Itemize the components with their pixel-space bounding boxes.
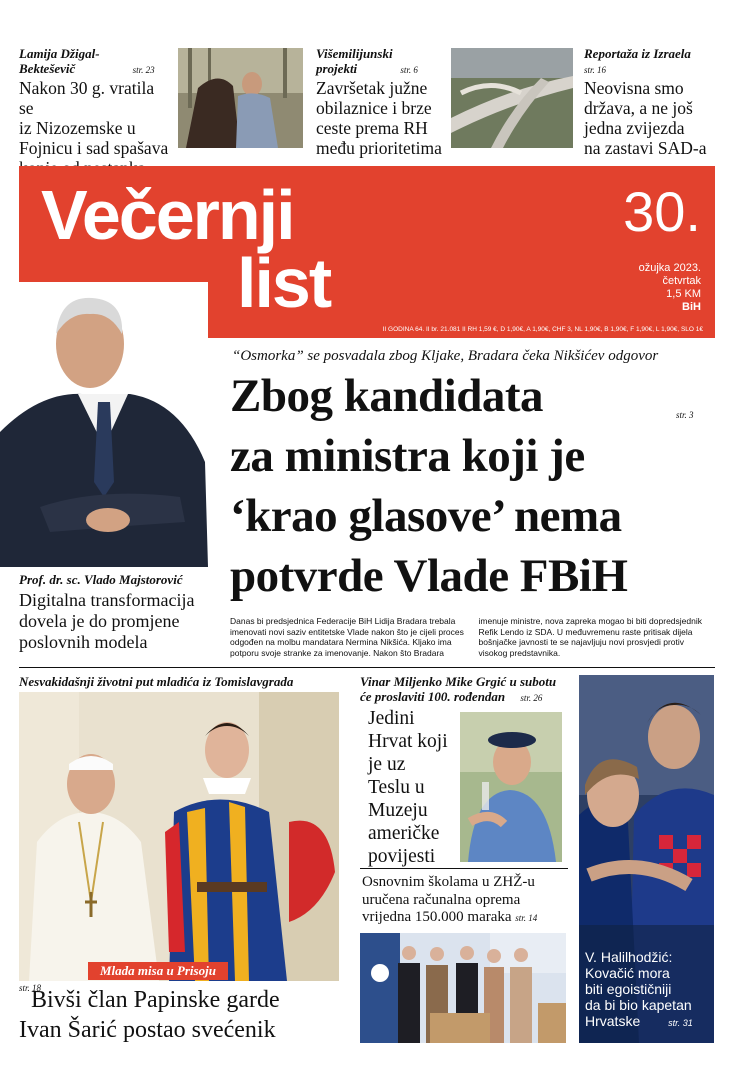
teaser-text: na zastavi SAD-a bbox=[584, 138, 707, 158]
soccer-text-line: Kovačić mora bbox=[585, 965, 670, 981]
grgic-kicker bbox=[360, 674, 570, 706]
grgic-kicker-line: će proslaviti 100. rođendan str. 26 bbox=[360, 689, 543, 704]
swiss-headline-line: Bivši član Papinske garde bbox=[31, 987, 280, 1013]
schools-page-ref: str. 14 bbox=[515, 913, 538, 923]
schools-text-line: Osnovnim školama u ZHŽ-u bbox=[362, 874, 535, 890]
swiss-label: Mlada misa u Prisoju bbox=[88, 962, 228, 980]
headline-line: ‘krao glasove’ nema bbox=[230, 490, 622, 542]
main-kicker: “Osmorka” se posvadala zbog Kljake, Bradara čeka Nikšićev odgovor bbox=[232, 348, 659, 364]
grgic-text-line: Teslu u bbox=[368, 777, 425, 798]
profile-name: Prof. dr. sc. Vlado Majstorović bbox=[19, 572, 183, 587]
logo-vecernji: Večernji bbox=[41, 176, 294, 254]
grgic-text-line: je uz bbox=[368, 754, 406, 775]
teaser-kicker: Reportaža iz Izraela bbox=[584, 46, 691, 61]
grgic-text-line: američke bbox=[368, 823, 440, 844]
issue-weekday: četvrtak bbox=[662, 275, 701, 287]
profile-text-line: poslovnih modela bbox=[19, 632, 148, 652]
teaser-kicker: Višemilijunski bbox=[316, 46, 393, 61]
headline-line: za ministra koji je bbox=[230, 430, 585, 482]
teaser-text: među prioritetima bbox=[316, 138, 442, 158]
soccer-teaser[interactable] bbox=[585, 949, 710, 1031]
grgic-photo bbox=[460, 712, 562, 862]
grgic-kicker-line: Vinar Miljenko Mike Grgić u subotu bbox=[360, 674, 557, 689]
profile-text-line: Digitalna transformacija bbox=[19, 590, 195, 610]
teaser-text: država, a ne još bbox=[584, 98, 693, 118]
teaser-text: Nakon 30 g. vratila se bbox=[19, 78, 155, 118]
profile-teaser[interactable] bbox=[19, 590, 219, 653]
teaser-kicker: Bekteševič str. 23 bbox=[19, 61, 155, 76]
main-page-ref: str. 3 bbox=[676, 410, 694, 420]
issue-day: 30. bbox=[623, 180, 701, 243]
price-list: II GODINA 64. II br. 21.081 II RH 1,59 €, D 1,90€, A 1,90€, CHF 3, NL 1,90€, B 1,90€, F 1,90€, L 1,90€, SLO 1€ bbox=[382, 326, 703, 333]
issue-price: 1,5 KM bbox=[666, 288, 701, 300]
soccer-text-line: V. Halilhodžić: bbox=[585, 949, 673, 965]
grgic-text-line: povijesti bbox=[368, 846, 436, 867]
teaser-text: ceste prema RH bbox=[316, 118, 428, 138]
portrait-photo bbox=[0, 282, 208, 567]
grgic-text-line: Muzeju bbox=[368, 800, 428, 821]
teaser-text: Završetak južne bbox=[316, 78, 428, 98]
swiss-headline[interactable] bbox=[19, 985, 349, 1045]
road-photo bbox=[451, 48, 573, 148]
teaser-text: Neovisna smo bbox=[584, 78, 684, 98]
swiss-page-ref: str. 18 bbox=[19, 983, 42, 993]
divider bbox=[19, 667, 715, 668]
teaser-kicker: Lamija Džigal- bbox=[19, 46, 100, 61]
swiss-kicker: Nesvakidašnji životni put mladića iz Tomislavgrada bbox=[19, 674, 294, 689]
soccer-text-line: biti egoističniji bbox=[585, 981, 672, 997]
grgic-teaser[interactable] bbox=[368, 707, 458, 868]
logo-list: list bbox=[237, 244, 331, 322]
teaser-kicker: projekti str. 6 bbox=[316, 61, 418, 76]
schools-text-line: uručena računalna oprema bbox=[362, 891, 521, 908]
headline-line: potvrde Vlade FBiH bbox=[230, 550, 628, 602]
teaser-text: Fojnicu i sad spašava bbox=[19, 138, 169, 158]
issue-date bbox=[639, 262, 701, 314]
teaser-3[interactable] bbox=[584, 46, 714, 158]
schools-text-line: vrijedna 150.000 maraka str. 14 bbox=[362, 909, 538, 925]
teaser-text: obilaznice i brze bbox=[316, 98, 432, 118]
schools-photo bbox=[360, 933, 566, 1043]
teaser-text: jedna zvijezda bbox=[584, 118, 685, 138]
main-body: Danas bi predsjednica Federacije BiH Lidija Bradara trebala imenovati novi saziv entitetske Vlade nakon što je cijeli proces odgođen na molbu mandatara Nermina Nikšića. Kljako ima potporu svoje stranke za imenovanje. Nakon što Bradara imenuje ministre, nova zapreka mogao bi biti dopredsjednik Refik Lendo iz SDA. U međuvremenu raste pritisak dijela bošnjačke javnosti te se najavljuju novi prosvjedi protiv visokog predstavnika. bbox=[230, 616, 702, 658]
soccer-text-line: da bi bio kapetan bbox=[585, 997, 692, 1013]
main-headline[interactable] bbox=[230, 366, 720, 606]
teaser-kicker: str. 16 bbox=[584, 65, 607, 75]
soccer-page-ref: str. 31 bbox=[668, 1018, 693, 1028]
profile-text-line: dovela je do promjene bbox=[19, 611, 180, 631]
horse-photo bbox=[178, 48, 303, 148]
issue-month-year: ožujka 2023. bbox=[638, 262, 701, 274]
headline-line: Zbog kandidata bbox=[230, 370, 544, 422]
teaser-text: iz Nizozemske u bbox=[19, 118, 136, 138]
divider bbox=[360, 868, 568, 869]
soccer-text-line: Hrvatske str. 31 bbox=[585, 1013, 693, 1029]
teaser-2[interactable] bbox=[316, 46, 448, 158]
schools-teaser[interactable] bbox=[362, 874, 572, 928]
teaser-1[interactable] bbox=[19, 46, 171, 178]
grgic-text-line: Hrvat koji bbox=[368, 731, 448, 752]
swiss-guard-photo bbox=[19, 692, 339, 981]
swiss-headline-line: Ivan Šarić postao svećenik bbox=[19, 1017, 276, 1043]
issue-country: BiH bbox=[682, 301, 701, 313]
grgic-text-line: Jedini bbox=[368, 708, 415, 729]
